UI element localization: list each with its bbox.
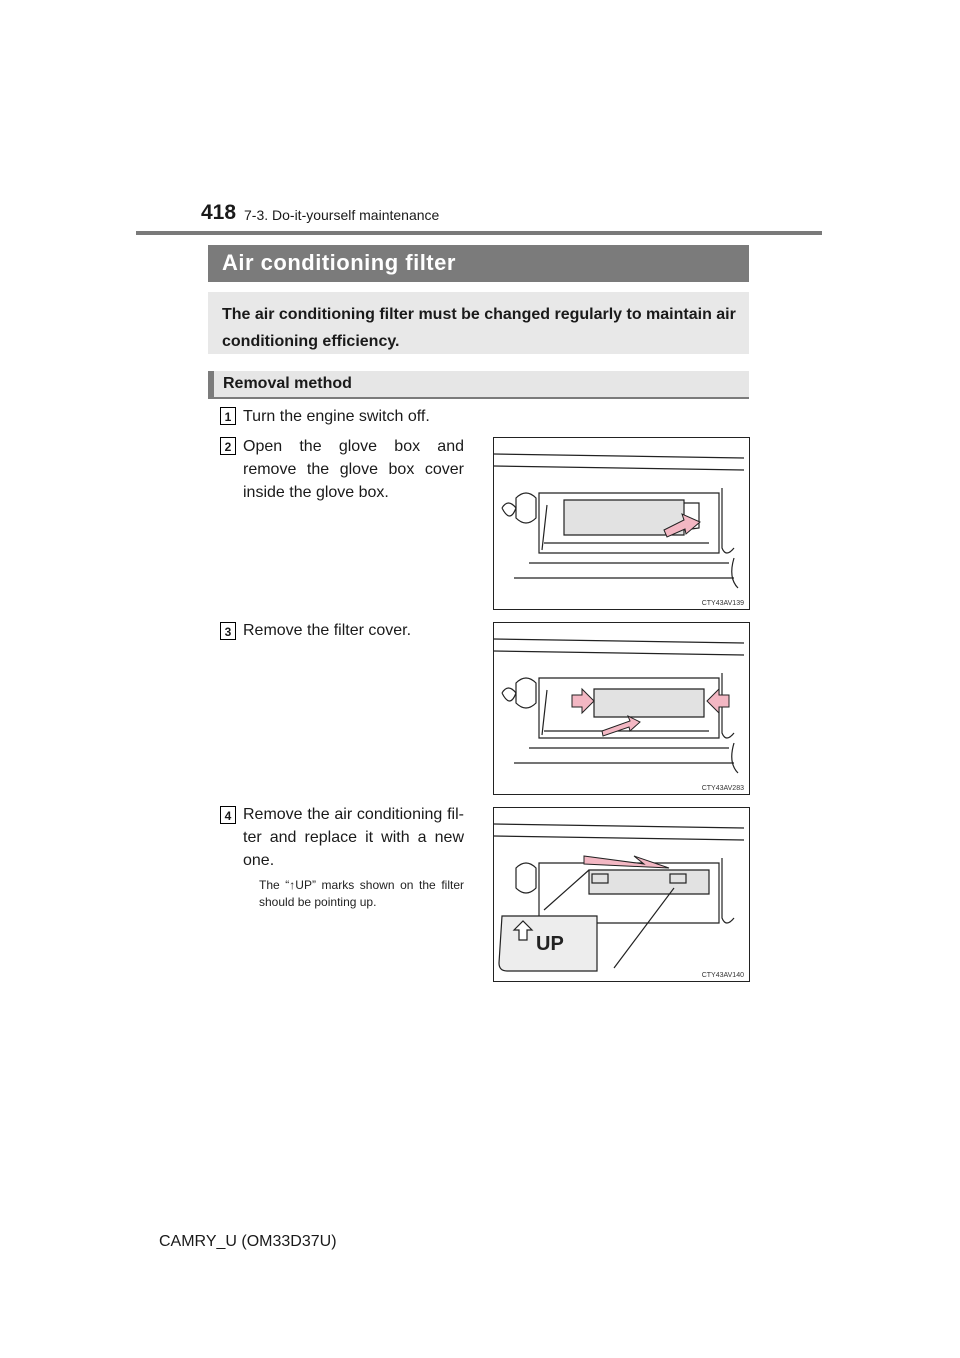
subsection-bar bbox=[208, 371, 749, 399]
step-text-2: Open the glove box and remove the glove box cover inside the glove box. bbox=[243, 438, 464, 501]
intro-text: The air conditioning filter must be changed regularly to maintain air conditioning efficiency. bbox=[222, 306, 736, 350]
step-number-1: 1 bbox=[220, 407, 236, 425]
step-text-4: Remove the air conditioning fil-ter and replace it with a new one. bbox=[243, 806, 464, 869]
glove-box-illustration bbox=[494, 438, 749, 609]
filter-cover-illustration bbox=[494, 623, 749, 794]
step-number-3: 3 bbox=[220, 622, 236, 640]
step-text-3: Remove the filter cover. bbox=[243, 622, 412, 639]
figure-step-3 bbox=[493, 622, 750, 795]
step-text-1: Turn the engine switch off. bbox=[243, 408, 430, 425]
up-mark-label: UP bbox=[536, 933, 564, 955]
step-4-note: The “↑UP” marks shown on the filter should be pointing up. bbox=[259, 878, 464, 909]
header-rule bbox=[136, 231, 822, 235]
step-number-4: 4 bbox=[220, 806, 236, 824]
intro-box bbox=[208, 292, 749, 354]
figure-code-step-4: CTY43AV140 bbox=[701, 972, 744, 979]
page-number: 418 bbox=[201, 201, 237, 224]
step-number-2: 2 bbox=[220, 437, 236, 455]
subsection-marker bbox=[208, 371, 214, 397]
figure-code-step-3: CTY43AV283 bbox=[701, 785, 744, 792]
figure-step-2 bbox=[493, 437, 750, 610]
filter-replace-illustration bbox=[494, 808, 749, 981]
section-title: 7-3. Do-it-yourself maintenance bbox=[244, 207, 440, 223]
figure-code-step-2: CTY43AV139 bbox=[701, 600, 744, 607]
figure-step-4 bbox=[493, 807, 750, 982]
title-bar bbox=[208, 245, 749, 282]
page-title: Air conditioning filter bbox=[222, 250, 456, 275]
subsection-title: Removal method bbox=[223, 375, 352, 392]
footer-model-code: CAMRY_U (OM33D37U) bbox=[159, 1233, 337, 1250]
